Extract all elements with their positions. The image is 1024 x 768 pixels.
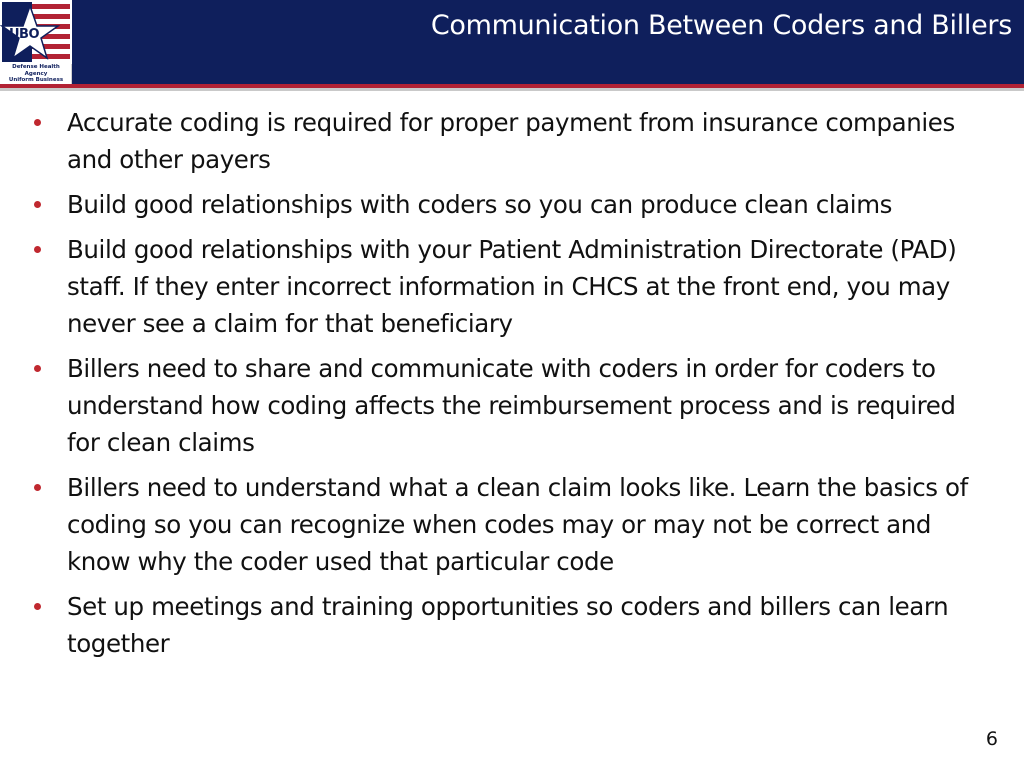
bullet-marker (34, 365, 41, 372)
bullet-text: Billers need to share and communicate with coders in order for coders to understand how coding affects the reimbursement process and is required for clean claims (67, 354, 956, 457)
header-divider-gray (0, 88, 1024, 91)
slide-title: Communication Between Coders and Billers (430, 10, 1012, 41)
bullet-item (34, 350, 994, 461)
bullet-item (34, 469, 994, 580)
ubo-logo-text: UBO (9, 27, 40, 42)
bullet-text: Set up meetings and training opportunities so coders and billers can learn together (67, 592, 949, 658)
ubo-logo (0, 0, 72, 84)
bullet-text: Build good relationships with coders so you can produce clean claims (67, 190, 893, 219)
bullet-list (34, 104, 994, 670)
bullet-marker (34, 246, 41, 253)
bullet-text: Accurate coding is required for proper payment from insurance companies and other payers (67, 108, 955, 174)
page-number: 6 (985, 728, 998, 750)
bullet-marker (34, 201, 41, 208)
bullet-marker (34, 603, 41, 610)
bullet-item (34, 588, 994, 662)
bullet-item (34, 104, 994, 178)
logo-caption-line1: Defense Health Agency (12, 64, 60, 77)
header-band (0, 0, 1024, 84)
logo-caption-line2: Uniform Business (8, 77, 64, 83)
bullet-marker (34, 119, 41, 126)
bullet-text: Build good relationships with your Patient Administration Directorate (PAD) staff. If they enter incorrect information in CHCS at the front end, you may never see a claim for that beneficiary (67, 235, 957, 338)
bullet-marker (34, 484, 41, 491)
bullet-text: Billers need to understand what a clean claim looks like. Learn the basics of coding so you can recognize when codes may or may not be correct and know why the coder used that particular code (67, 473, 968, 576)
bullet-item (34, 186, 994, 223)
bullet-item (34, 231, 994, 342)
